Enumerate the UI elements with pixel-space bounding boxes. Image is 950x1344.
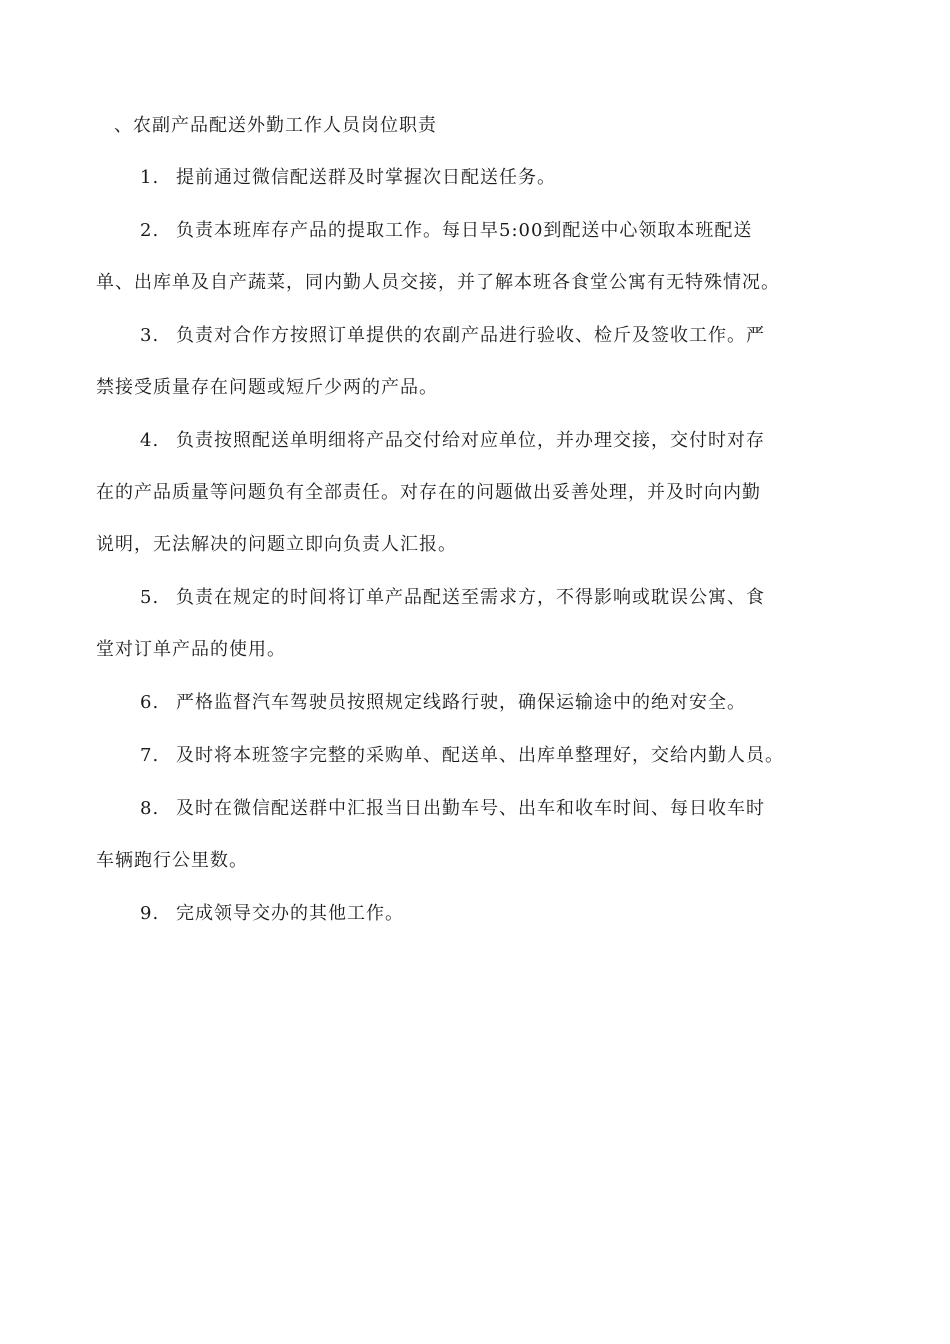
duty-item-text: 负责在规定的时间将订单产品配送至需求方，不得影响或耽误公寓、食 <box>176 587 765 608</box>
duty-item-first-line <box>96 791 856 827</box>
duty-item-number: 3. <box>140 325 160 346</box>
duty-item-continuation: 单、出库单及自产蔬菜，同内勤人员交接，并了解本班各食堂公寓有无特殊情况。 <box>96 272 780 293</box>
duty-item-number: 9. <box>140 903 160 924</box>
duty-item-first-line <box>96 423 856 459</box>
duty-item-continuation: 在的产品质量等问题负有全部责任。对存在的问题做出妥善处理，并及时向内勤 <box>96 482 761 503</box>
duty-item-text: 完成领导交办的其他工作。 <box>176 903 404 924</box>
duty-item-number: 6. <box>140 692 160 713</box>
duty-item-number: 2. <box>140 220 160 241</box>
duty-item-continuation: 车辆跑行公里数。 <box>96 850 248 871</box>
duty-item-3 <box>96 318 856 406</box>
duty-item-first-line <box>96 318 856 354</box>
duty-item-number: 8. <box>140 798 160 819</box>
document-heading: 、农副产品配送外勤工作人员岗位职责 <box>114 115 437 136</box>
duty-item-first-line <box>96 896 856 932</box>
duty-item-text: 负责按照配送单明细将产品交付给对应单位，并办理交接，交付时对存 <box>176 430 765 451</box>
duty-item-text: 提前通过微信配送群及时掌握次日配送任务。 <box>176 167 556 188</box>
duty-item-text: 及时将本班签字完整的采购单、配送单、出库单整理好，交给内勤人员。 <box>176 745 784 766</box>
duty-item-text: 负责本班库存产品的提取工作。每日早5:00到配送中心领取本班配送 <box>176 220 753 241</box>
document-body <box>96 108 856 949</box>
duty-item-first-line <box>96 685 856 721</box>
duty-item-first-line <box>96 160 856 196</box>
duty-item-number: 7. <box>140 745 160 766</box>
duty-item-continuation: 堂对订单产品的使用。 <box>96 639 286 660</box>
duty-item-number: 1. <box>140 167 160 188</box>
duty-item-first-line <box>96 580 856 616</box>
duty-item-1 <box>96 160 856 196</box>
duty-item-4 <box>96 423 856 563</box>
duty-item-5 <box>96 580 856 668</box>
duty-item-number: 4. <box>140 430 160 451</box>
duty-item-number: 5. <box>140 587 160 608</box>
duty-item-8 <box>96 791 856 879</box>
duty-item-2 <box>96 213 856 301</box>
duty-item-continuation: 禁接受质量存在问题或短斤少两的产品。 <box>96 377 438 398</box>
duty-item-text: 及时在微信配送群中汇报当日出勤车号、出车和收车时间、每日收车时 <box>176 798 765 819</box>
duty-item-first-line <box>96 213 856 249</box>
duty-item-6 <box>96 685 856 721</box>
duty-item-text: 严格监督汽车驾驶员按照规定线路行驶，确保运输途中的绝对安全。 <box>176 692 746 713</box>
duty-item-continuation: 说明，无法解决的问题立即向负责人汇报。 <box>96 534 457 555</box>
duty-item-9 <box>96 896 856 932</box>
duty-item-first-line <box>96 738 856 774</box>
duty-item-7 <box>96 738 856 774</box>
duty-item-text: 负责对合作方按照订单提供的农副产品进行验收、检斤及签收工作。严 <box>176 325 765 346</box>
